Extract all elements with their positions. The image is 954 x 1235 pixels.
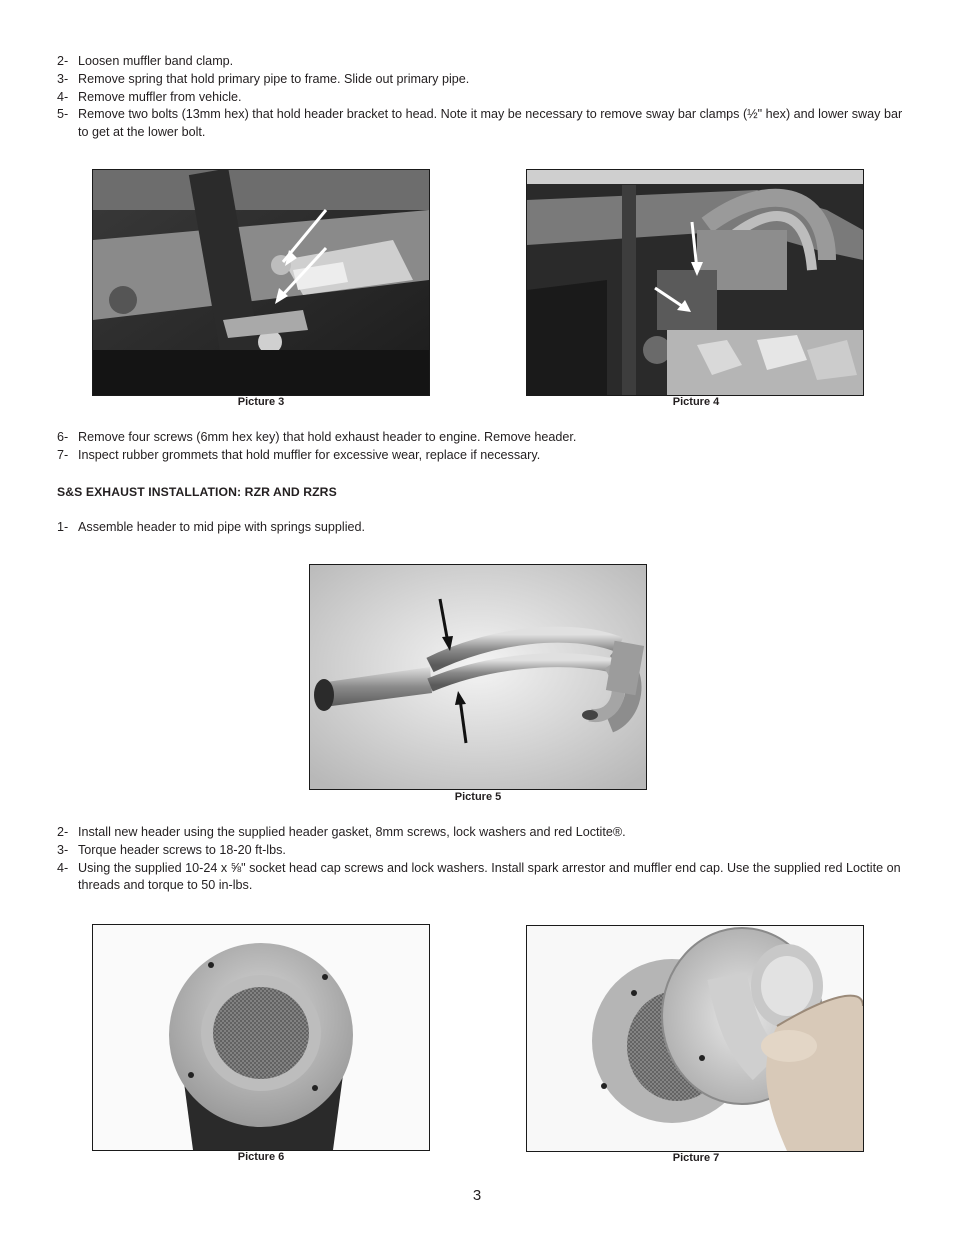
list-item: 3- Torque header screws to 18-20 ft-lbs.: [57, 842, 286, 857]
list-item: 4- Remove muffler from vehicle.: [57, 89, 242, 104]
picture-4-caption: Picture 4: [672, 396, 720, 408]
picture-7-caption: Picture 7: [672, 1152, 720, 1164]
list-item: 7- Inspect rubber grommets that hold muffler for excessive wear, replace if necessary.: [57, 447, 541, 462]
install-steps-b: [57, 824, 907, 895]
page-number: 3: [472, 1187, 482, 1204]
picture-5-photo: [309, 564, 647, 790]
picture-4-photo: [526, 169, 864, 396]
list-item: 5- Remove two bolts (13mm hex) that hold header bracket to head. Note it may be necessary to remove sway bar clamps (½" hex) and lower sway bar to get at the lower bolt.: [57, 107, 903, 140]
picture-6-caption: Picture 6: [237, 1151, 285, 1163]
list-item: 4- Using the supplied 10-24 x ⅝" socket head cap screws and lock washers. Install spark arrestor and muffler end cap. Use the supplied red Loctite on threads and torque to 50 in-lbs.: [57, 860, 901, 893]
picture-5-caption: Picture 5: [454, 791, 502, 803]
list-item: 1- Assemble header to mid pipe with springs supplied.: [57, 520, 366, 534]
removal-steps-a: [57, 53, 907, 142]
install-steps-a: [57, 519, 907, 537]
picture-3-photo: [92, 169, 430, 396]
picture-6-photo: [92, 924, 430, 1151]
list-item: 2- Install new header using the supplied header gasket, 8mm screws, lock washers and red Loctite®.: [57, 825, 626, 839]
picture-7-photo: [526, 925, 864, 1152]
list-item: 6- Remove four screws (6mm hex key) that hold exhaust header to engine. Remove header.: [57, 430, 577, 444]
install-heading: S&S EXHAUST INSTALLATION: RZR AND RZRS: [57, 485, 337, 499]
removal-steps-b: [57, 429, 907, 465]
list-item: 2- Loosen muffler band clamp.: [57, 54, 234, 68]
picture-3-caption: Picture 3: [237, 396, 285, 408]
list-item: 3- Remove spring that hold primary pipe to frame. Slide out primary pipe.: [57, 71, 470, 86]
